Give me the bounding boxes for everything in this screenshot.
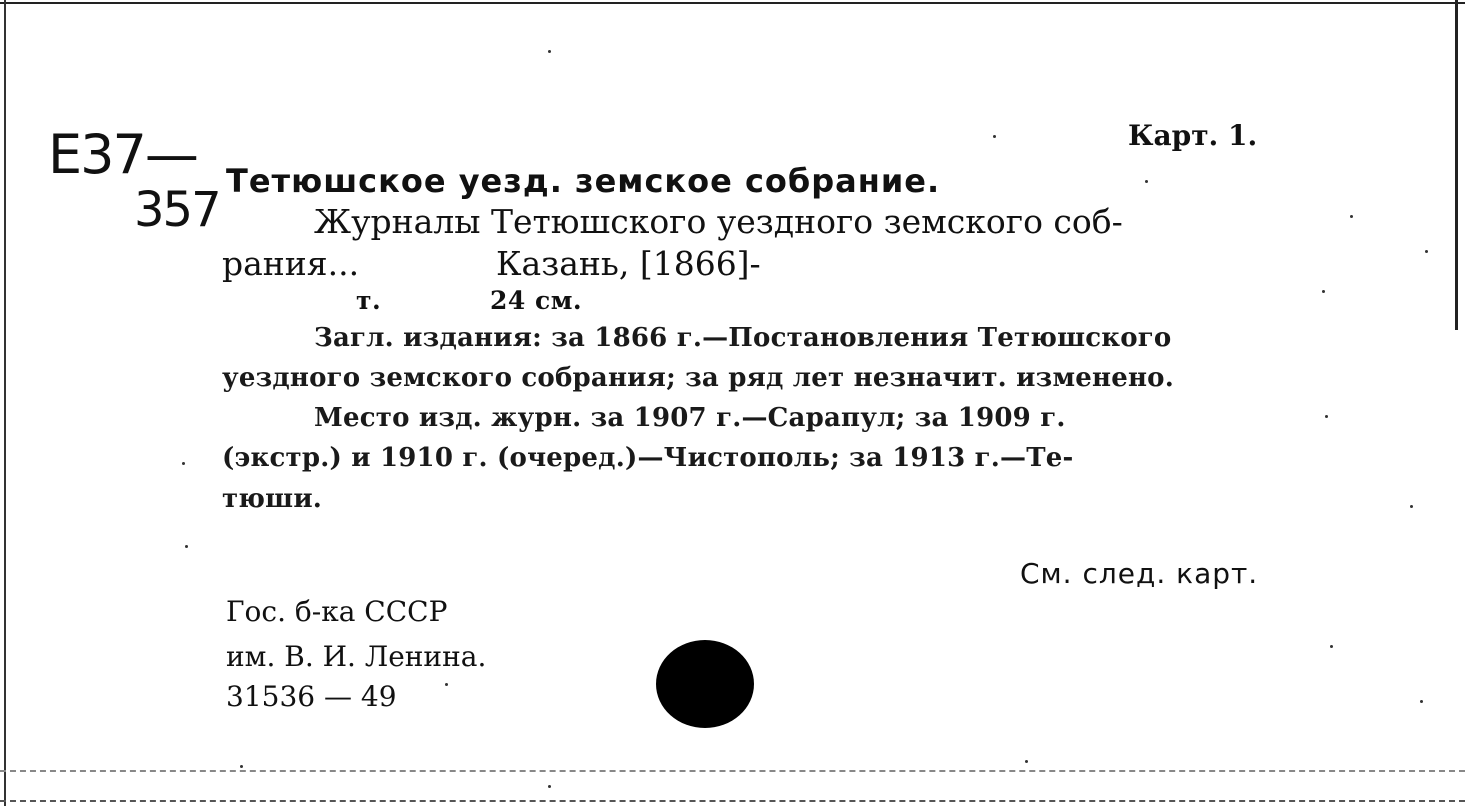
note2-line2: (экстр.) и 1910 г. (очеред.)—Чистополь; за 1913 г.—Те- — [222, 443, 1074, 473]
entry-heading: Тетюшское уезд. земское собрание. — [226, 162, 941, 200]
note2-line3: тюши. — [222, 484, 323, 514]
scan-dash-line — [0, 770, 1465, 772]
scan-speck — [1330, 645, 1333, 648]
scan-speck — [993, 135, 996, 138]
see-next-card: См. след. карт. — [1020, 557, 1259, 590]
scan-speck — [1025, 760, 1028, 763]
extent-size: 24 см. — [490, 286, 583, 315]
scan-speck — [1425, 250, 1428, 253]
extent-volumes: т. — [356, 286, 382, 315]
note1-line2: уездного земского собрания; за ряд лет незначит. изменено. — [222, 363, 1174, 393]
scan-speck — [1145, 180, 1148, 183]
card-left-edge — [4, 0, 6, 806]
card-top-edge — [0, 2, 1465, 4]
note1-line1: Загл. издания: за 1866 г.—Постановления Тетюшского — [314, 323, 1172, 353]
library-line2: им. В. И. Ленина. — [226, 640, 487, 673]
library-line1: Гос. б-ка СССР — [226, 595, 448, 628]
scan-speck — [548, 785, 551, 788]
scan-speck — [548, 50, 551, 53]
title-line2-b: Казань, [1866]- — [496, 244, 761, 283]
card-punch-hole — [656, 640, 754, 728]
scan-speck — [182, 462, 185, 465]
shelfmark-line1: E37— — [48, 123, 197, 186]
scan-speck — [1350, 215, 1353, 218]
scan-speck — [445, 683, 448, 686]
card-number: Карт. 1. — [1128, 119, 1258, 152]
library-line3: 31536 — 49 — [226, 680, 397, 713]
scan-speck — [1322, 290, 1325, 293]
scan-speck — [240, 765, 243, 768]
scan-speck — [185, 545, 188, 548]
title-line1: Журналы Тетюшского уездного земского соб- — [314, 202, 1123, 241]
title-line2-a: рания... — [222, 244, 360, 283]
card-right-edge — [1455, 0, 1458, 330]
scan-speck — [1410, 505, 1413, 508]
shelfmark-line2: 357 — [134, 182, 220, 238]
card-bottom-edge — [0, 800, 1465, 802]
scan-speck — [1325, 415, 1328, 418]
note2-line1: Место изд. журн. за 1907 г.—Сарапул; за 1909 г. — [314, 403, 1066, 433]
scan-speck — [1420, 700, 1423, 703]
